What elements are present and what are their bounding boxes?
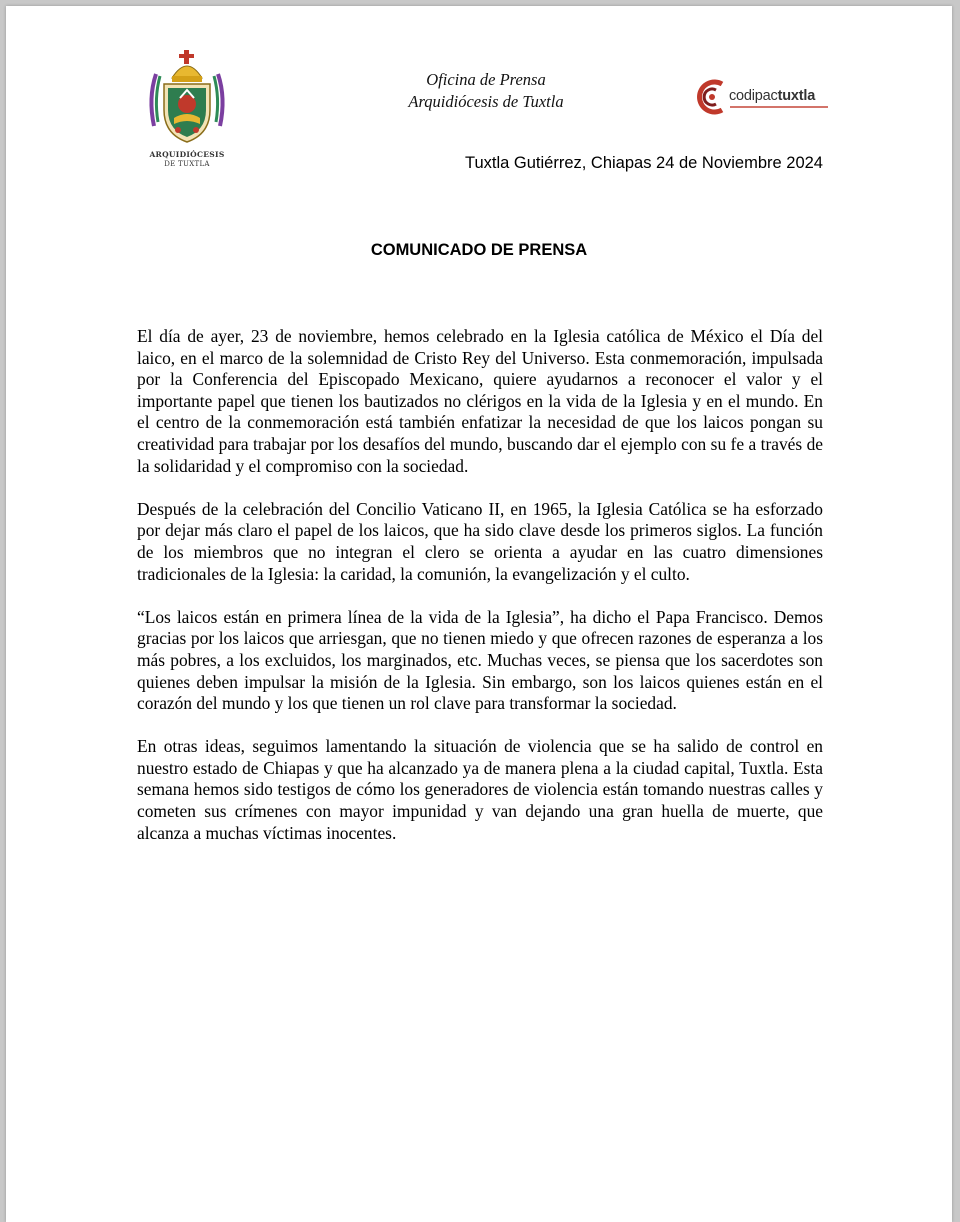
crest-caption-line1: ARQUIDIÓCESIS (149, 150, 225, 159)
codipac-underline (730, 106, 828, 108)
document-body (137, 326, 823, 866)
codipac-wordmark (729, 88, 815, 104)
codipac-wordmark-part2: tuxtla (777, 88, 816, 104)
office-line1: Oficina de Prensa (426, 70, 546, 89)
press-office-heading (366, 69, 606, 113)
paragraph: “Los laicos están en primera línea de la vida de la Iglesia”, ha dicho el Papa Francisco. Demos gracias por los laicos que arriesgan, que no tienen miedo y que ofrecen razones de esperanza a los más pobres, a los excluidos, los marginados, etc. Muchas veces, se piensa que los sacerdotes son quienes deben impulsar la misión de la Iglesia. Sin embargo, son los laicos quienes están en el corazón del mundo y los que tienen un rol clave para transformar la sociedad. (137, 606, 823, 714)
document-title: COMUNICADO DE PRENSA (370, 241, 588, 259)
paragraph: El día de ayer, 23 de noviembre, hemos celebrado en la Iglesia católica de México el Día del laico, en el marco de la solemnidad de Cristo Rey del Universo. Esta conmemoración, impulsada por la Conferencia del Episcopado Mexicano, quiere ayudarnos a reconocer el valor y el importante papel que tienen los bautizados no clérigos en la vida de la Iglesia y en el mundo. En el centro de la conmemoración está también enfatizar la necesidad de que los laicos pongan su creatividad para trabajar por los desafíos del mundo, buscando dar el ejemplo con su fe a través de la solidaridad y el compromiso con la sociedad. (137, 326, 823, 476)
crest-caption-line2: DE TUXTLA (164, 160, 210, 168)
paragraph: En otras ideas, seguimos lamentando la situación de violencia que se ha salido de control en nuestro estado de Chiapas y que ha alcanzado ya de manera plena a la ciudad capital, Tuxtla. Esta semana hemos sido testigos de cómo los generadores de violencia están tomando nuestras calles y cometen sus crímenes con mayor impunidad y van dejando una gran huella de muerte, que alcanza a muchas víctimas inocentes. (137, 736, 823, 843)
archdiocese-crest (144, 48, 230, 174)
document-page (6, 6, 952, 1222)
dateline: Tuxtla Gutiérrez, Chiapas 24 de Noviembre 2024 (465, 154, 823, 172)
crest-emblem-icon (144, 48, 230, 148)
paragraph: Después de la celebración del Concilio Vaticano II, en 1965, la Iglesia Católica se ha esforzado por dejar más claro el papel de los laicos, que ha sido clave desde los primeros siglos. La función de los miembros que no integran el clero se orienta a ayudar en las cuatro dimensiones tradicionales de la Iglesia: la caridad, la comunión, la evangelización y el culto. (137, 498, 823, 584)
codipac-wordmark-part1: codipac (729, 88, 778, 104)
codipac-swirl-icon (692, 76, 728, 118)
codipac-logo (692, 76, 832, 118)
office-line2: Arquidiócesis de Tuxtla (408, 92, 564, 111)
